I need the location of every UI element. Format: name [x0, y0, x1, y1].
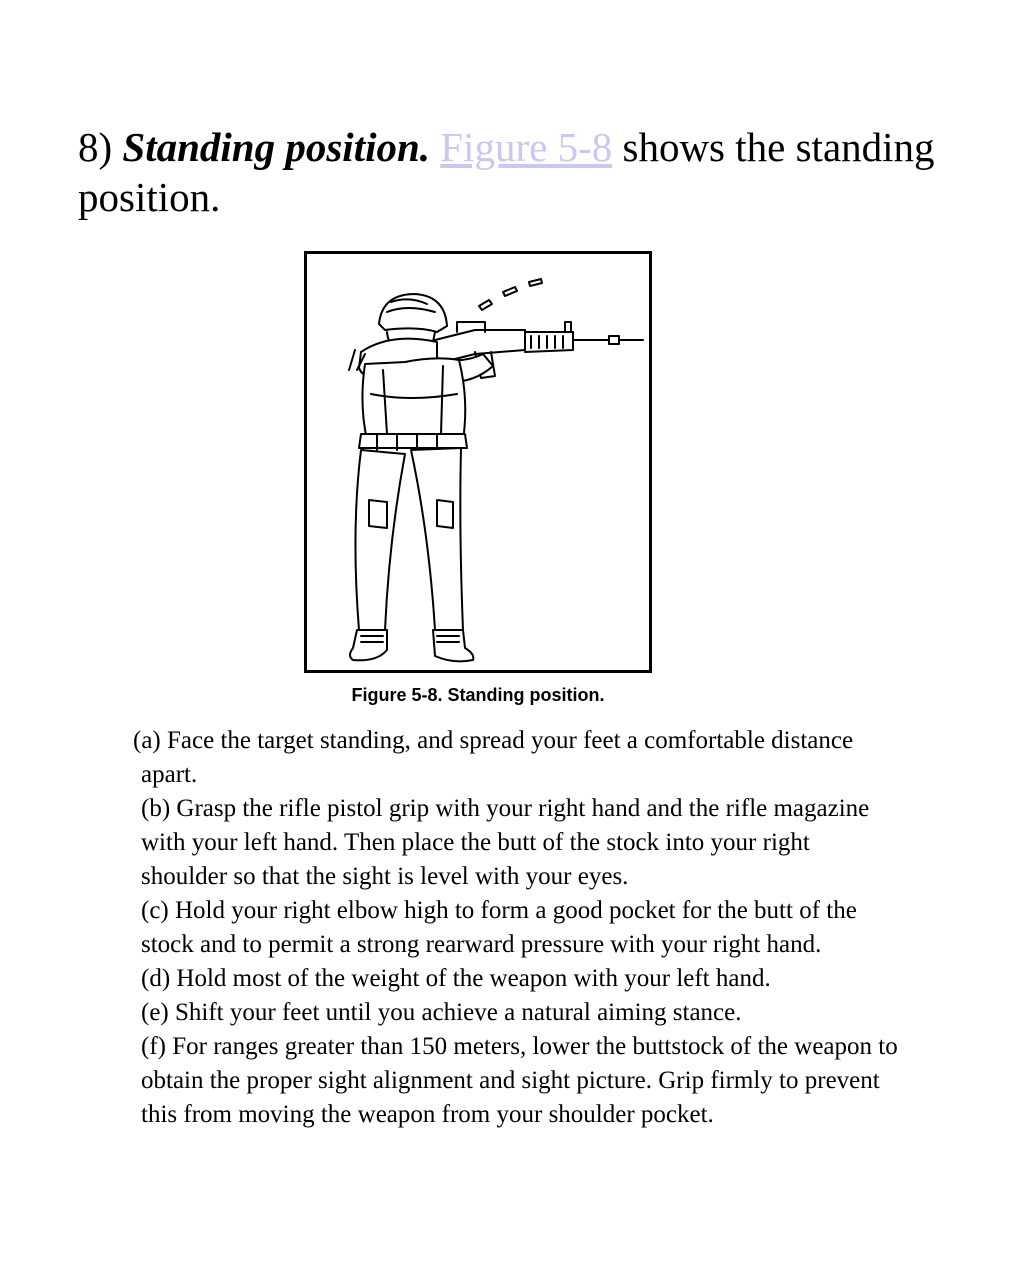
- casing-1: [479, 300, 492, 310]
- instruction-step-f: (f) For ranges greater than 150 meters, lower the buttstock of the weapon to obtain the proper sight alignment and sight picture. Grip firmly to prevent this from moving the weapon from your shoulder pocket.: [141, 1033, 898, 1128]
- right-leg: [411, 448, 463, 630]
- belt: [359, 434, 467, 448]
- section-title: Standing position.: [122, 124, 431, 170]
- casing-3: [529, 279, 542, 286]
- rifle-front-sight: [565, 322, 571, 332]
- instruction-step-a: (a) Face the target standing, and spread your feet a comfortable distance apart.: [133, 727, 854, 788]
- section-heading: [78, 122, 988, 222]
- torso: [362, 358, 465, 440]
- heading-rest-text: shows the standing position.: [78, 124, 935, 220]
- right-boot: [433, 630, 473, 661]
- figure-caption: Figure 5-8. Standing position.: [351, 685, 605, 705]
- casing-2: [503, 287, 517, 296]
- instruction-step-b: (b) Grasp the rifle pistol grip with your right hand and the rifle magazine with your left hand. Then place the butt of the stock into your right shoulder so that the sight is level with your eyes.: [141, 795, 870, 890]
- rifle-handguard: [525, 332, 573, 352]
- section-number: 8): [78, 124, 113, 170]
- instruction-step-c: (c) Hold your right elbow high to form a good pocket for the butt of the stock and to permit a strong rearward pressure with your right hand.: [141, 897, 857, 958]
- instruction-list: [133, 724, 901, 1132]
- instruction-step-e: (e) Shift your feet until you achieve a natural aiming stance.: [141, 999, 742, 1026]
- rifle-muzzle: [609, 336, 619, 344]
- instruction-step-d: (d) Hold most of the weight of the weapon with your left hand.: [141, 965, 771, 992]
- left-leg: [355, 450, 405, 630]
- soldier-standing-illustration: [307, 254, 649, 670]
- left-boot: [350, 630, 387, 660]
- figure-link[interactable]: Figure 5-8: [440, 124, 613, 170]
- figure-frame: [304, 251, 652, 673]
